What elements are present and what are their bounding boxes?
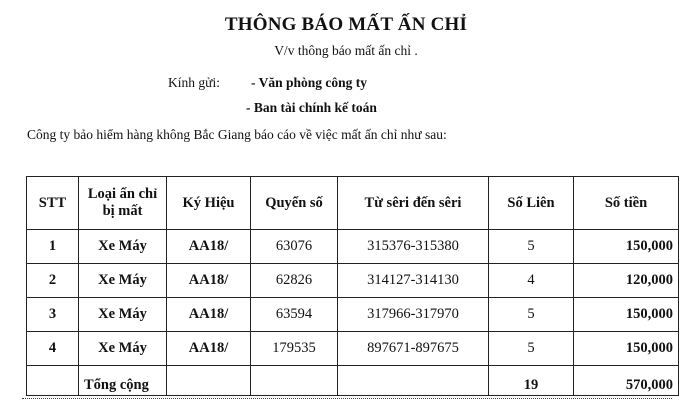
header-loai: Loại ấn chỉ bị mất xyxy=(79,177,167,230)
cell-tien: 150,000 xyxy=(574,230,679,264)
page-bottom-divider xyxy=(22,398,672,400)
cell-empty xyxy=(167,366,251,396)
cell-tien: 150,000 xyxy=(574,332,679,366)
cell-lien: 4 xyxy=(489,264,574,298)
cell-quyen: 63076 xyxy=(251,230,338,264)
cell-empty xyxy=(338,366,489,396)
recipient-finance: - Ban tài chính kế toán xyxy=(246,100,377,115)
table-row xyxy=(27,264,679,298)
cell-seri: 315376-315380 xyxy=(338,230,489,264)
cell-loai: Xe Máy xyxy=(79,230,167,264)
cell-kyhieu: AA18/ xyxy=(167,230,251,264)
cell-seri: 897671-897675 xyxy=(338,332,489,366)
cell-empty xyxy=(251,366,338,396)
cell-lien: 5 xyxy=(489,298,574,332)
header-stt: STT xyxy=(27,177,79,230)
cell-stt: 3 xyxy=(27,298,79,332)
cell-seri: 314127-314130 xyxy=(338,264,489,298)
cell-quyen: 179535 xyxy=(251,332,338,366)
total-tien: 570,000 xyxy=(574,366,679,396)
cell-loai: Xe Máy xyxy=(79,332,167,366)
document-title: THÔNG BÁO MẤT ẤN CHỈ xyxy=(224,14,468,35)
cell-stt: 1 xyxy=(27,230,79,264)
table-total-row xyxy=(27,366,679,396)
cell-tien: 120,000 xyxy=(574,264,679,298)
total-lien: 19 xyxy=(489,366,574,396)
cell-loai: Xe Máy xyxy=(79,298,167,332)
recipient-office: - Văn phòng công ty xyxy=(251,75,368,90)
cell-loai: Xe Máy xyxy=(79,264,167,298)
header-kyhieu: Ký Hiệu xyxy=(167,177,251,230)
table-row xyxy=(27,298,679,332)
header-tien: Số tiền xyxy=(574,177,679,230)
cell-kyhieu: AA18/ xyxy=(167,298,251,332)
total-label: Tổng cộng xyxy=(79,366,167,396)
cell-quyen: 63594 xyxy=(251,298,338,332)
intro-paragraph: Công ty bảo hiểm hàng không Bắc Giang báo cáo về việc mất ấn chỉ như sau: xyxy=(27,127,447,142)
cell-empty xyxy=(27,366,79,396)
cell-quyen: 62826 xyxy=(251,264,338,298)
header-seri: Từ sêri đến sêri xyxy=(338,177,489,230)
loss-report-table xyxy=(26,176,679,396)
recipient-label: Kính gửi: xyxy=(168,75,220,90)
cell-stt: 2 xyxy=(27,264,79,298)
cell-stt: 4 xyxy=(27,332,79,366)
table-row xyxy=(27,332,679,366)
header-quyen: Quyển số xyxy=(251,177,338,230)
cell-lien: 5 xyxy=(489,332,574,366)
table-row xyxy=(27,230,679,264)
cell-kyhieu: AA18/ xyxy=(167,332,251,366)
header-lien: Số Liên xyxy=(489,177,574,230)
document-subtitle: V/v thông báo mất ấn chỉ . xyxy=(274,43,418,58)
cell-kyhieu: AA18/ xyxy=(167,264,251,298)
cell-lien: 5 xyxy=(489,230,574,264)
cell-seri: 317966-317970 xyxy=(338,298,489,332)
cell-tien: 150,000 xyxy=(574,298,679,332)
table-header-row xyxy=(27,177,679,230)
